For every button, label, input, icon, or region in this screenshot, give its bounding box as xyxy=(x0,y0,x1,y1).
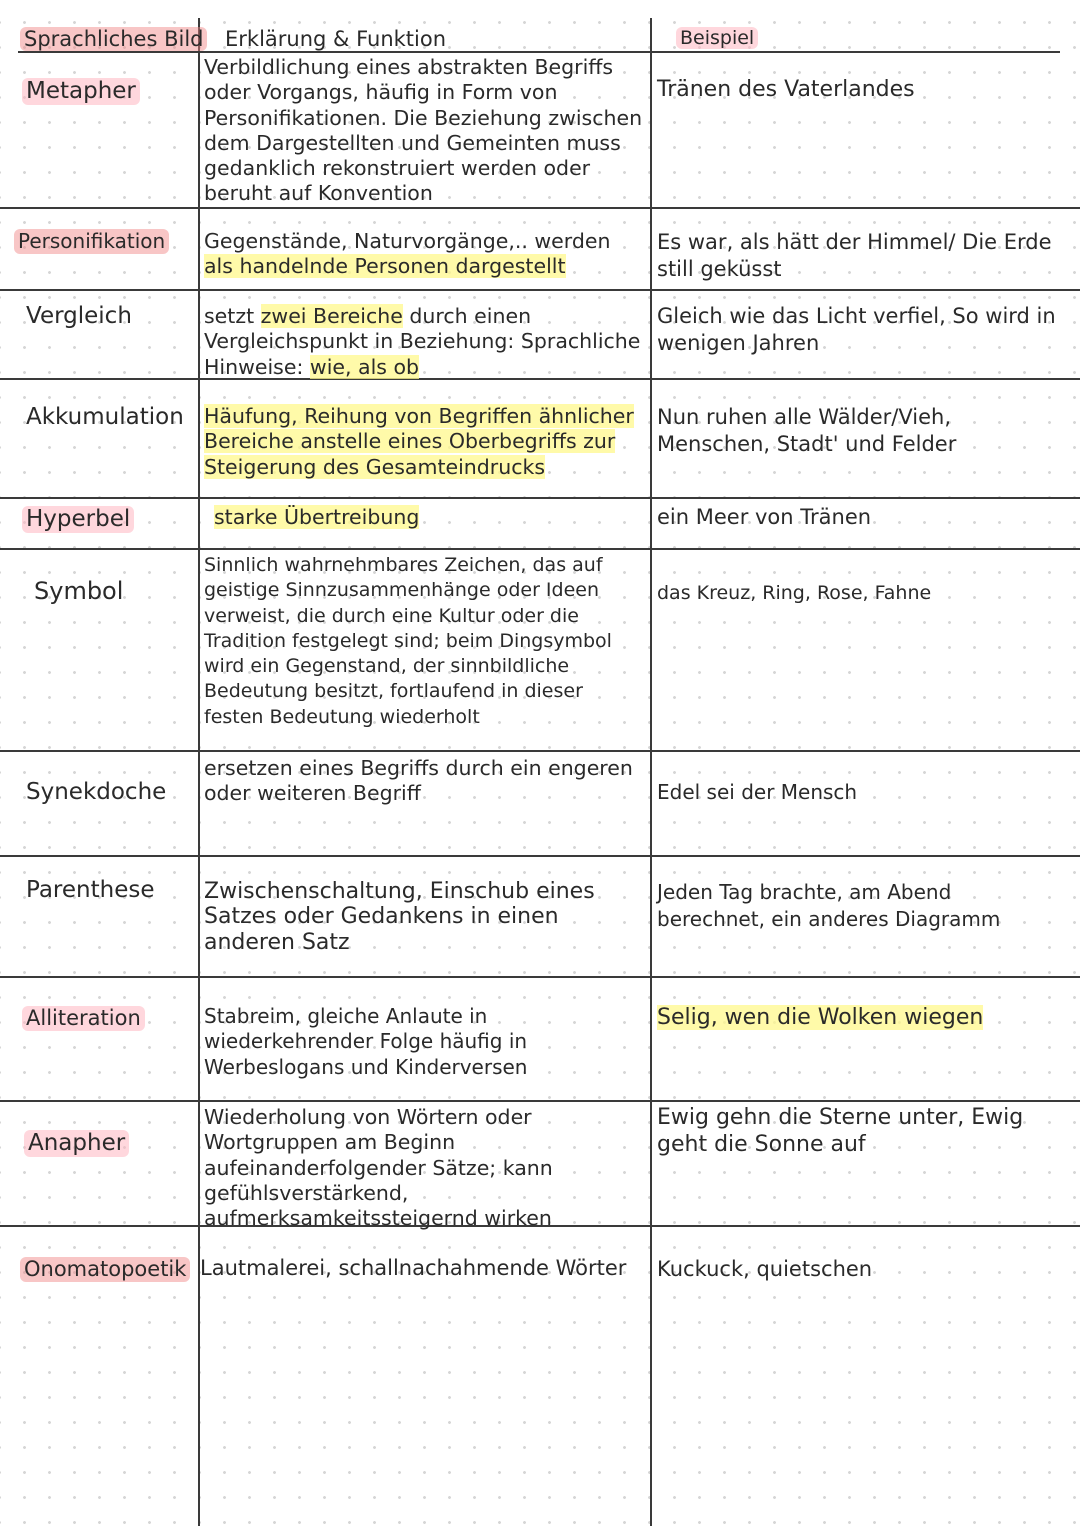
term-synekdoche xyxy=(22,779,194,805)
term-hyperbel xyxy=(22,506,194,532)
explanation-text: setzt xyxy=(204,304,255,328)
explanation-anapher: Wiederholung von Wörtern oder Wortgruppen am Beginn aufeinanderfolgender Sätze; kann gefühlsverstärkend, aufmerksamkeitssteigernd wirken xyxy=(204,1105,553,1231)
term-alliteration xyxy=(22,1005,194,1031)
explanation-highlight: zwei Bereiche xyxy=(260,304,403,328)
term-anapher xyxy=(24,1130,196,1156)
example-personifikation: Es war, als hätt der Himmel/ Die Erde still geküsst xyxy=(657,230,1052,281)
term-label: Akkumulation xyxy=(26,404,184,430)
term-personifikation xyxy=(14,228,186,254)
term-label: Hyperbel xyxy=(22,506,134,533)
term-label: Personifikation xyxy=(14,229,169,254)
row-divider xyxy=(0,289,1080,291)
term-label: Synekdoche xyxy=(26,779,167,805)
example-anapher: Ewig gehn die Sterne unter, Ewig geht die Sonne auf xyxy=(657,1105,1024,1157)
explanation-hyperbel xyxy=(214,505,654,530)
explanation-onomatopoetik: Lautmalerei, schallnachahmende Wörter xyxy=(200,1256,627,1280)
term-vergleich xyxy=(22,303,194,329)
header-underline xyxy=(18,51,1060,53)
example-metapher: Tränen des Vaterlandes xyxy=(657,77,915,102)
row-divider xyxy=(0,497,1080,499)
header-term-label: Sprachliches Bild xyxy=(20,27,207,51)
example-onomatopoetik: Kuckuck, quietschen xyxy=(657,1257,873,1281)
term-label: Vergleich xyxy=(26,303,132,329)
row-divider xyxy=(0,207,1080,209)
term-label: Onomatopoetik xyxy=(20,1257,190,1282)
explanation-vergleich xyxy=(204,304,644,380)
term-label: Metapher xyxy=(22,78,140,105)
explanation-metapher: Verbildlichung eines abstrakten Begriffs oder Vorgangs, häufig in Form von Personifikationen. Die Beziehung zwischen dem Dargestellten und Gemeinten muss gedanklich rekonstruiert werden oder beruht auf Konvention xyxy=(204,55,643,206)
header-term xyxy=(20,27,207,51)
explanation-highlight: als handelnde Personen dargestellt xyxy=(204,254,566,279)
explanation-highlight: wie, als ob xyxy=(309,354,420,379)
explanation-text: durch einen Vergleichspunkt in Beziehung: Sprachliche Hinweise: xyxy=(204,304,641,379)
term-symbol xyxy=(30,578,202,604)
example-hyperbel: ein Meer von Tränen xyxy=(657,505,872,529)
row-divider xyxy=(0,750,1080,752)
term-label: Anapher xyxy=(24,1130,129,1157)
term-onomatopoetik xyxy=(20,1256,192,1282)
explanation-parenthese: Zwischenschaltung, Einschub eines Satzes oder Gedankens in einen anderen Satz xyxy=(204,879,595,955)
example-parenthese: Jeden Tag brachte, am Abend berechnet, ein anderes Diagramm xyxy=(657,880,1001,931)
example-alliteration xyxy=(657,1005,1057,1032)
explanation-synekdoche: ersetzen eines Begriffs durch ein engeren oder weiteren Begriff xyxy=(204,756,633,806)
row-divider xyxy=(0,976,1080,978)
header-explanation: Erklärung & Funktion xyxy=(225,27,447,51)
column-divider-2 xyxy=(650,18,652,1526)
explanation-personifikation xyxy=(204,229,644,280)
explanation-highlight: Häufung, Reihung von Begriffen ähnlicher Bereiche anstelle eines Oberbegriffs zur Steigerung des Gesamteindrucks xyxy=(204,404,634,479)
example-synekdoche: Edel sei der Mensch xyxy=(657,780,858,804)
column-divider-1 xyxy=(198,18,200,1526)
term-metapher xyxy=(22,78,194,104)
header-example-label: Beispiel xyxy=(676,27,758,49)
explanation-text: Gegenstände, Naturvorgänge,.. werden xyxy=(204,229,611,253)
row-divider xyxy=(0,548,1080,550)
explanation-akkumulation xyxy=(204,404,644,480)
example-vergleich: Gleich wie das Licht verfiel, So wird in wenigen Jahren xyxy=(657,304,1056,355)
row-divider xyxy=(0,855,1080,857)
explanation-symbol: Sinnlich wahrnehmbares Zeichen, das auf geistige Sinnzusammenhänge oder Ideen verweist, die durch eine Kultur oder die Tradition festgelegt sind; beim Dingsymbol wird ein Gegenstand, der sinnbildliche Bedeutung besitzt, fortlaufend in dieser festen Bedeutung wiederholt xyxy=(204,554,612,728)
explanation-alliteration: Stabreim, gleiche Anlaute in wiederkehrender Folge häufig in Werbeslogans und Kinderversen xyxy=(204,1004,528,1079)
example-highlight: Selig, wen die Wolken wiegen xyxy=(657,1005,984,1030)
explanation-highlight: starke Übertreibung xyxy=(214,505,420,529)
term-label: Parenthese xyxy=(26,877,155,903)
example-symbol: das Kreuz, Ring, Rose, Fahne xyxy=(657,582,932,604)
example-akkumulation: Nun ruhen alle Wälder/Vieh, Menschen, Stadt' und Felder xyxy=(657,405,957,456)
term-parenthese xyxy=(22,877,194,903)
header-example xyxy=(676,27,758,49)
term-akkumulation xyxy=(22,404,194,430)
term-label: Alliteration xyxy=(22,1006,145,1031)
row-divider xyxy=(0,1100,1080,1102)
term-label: Symbol xyxy=(34,577,124,605)
